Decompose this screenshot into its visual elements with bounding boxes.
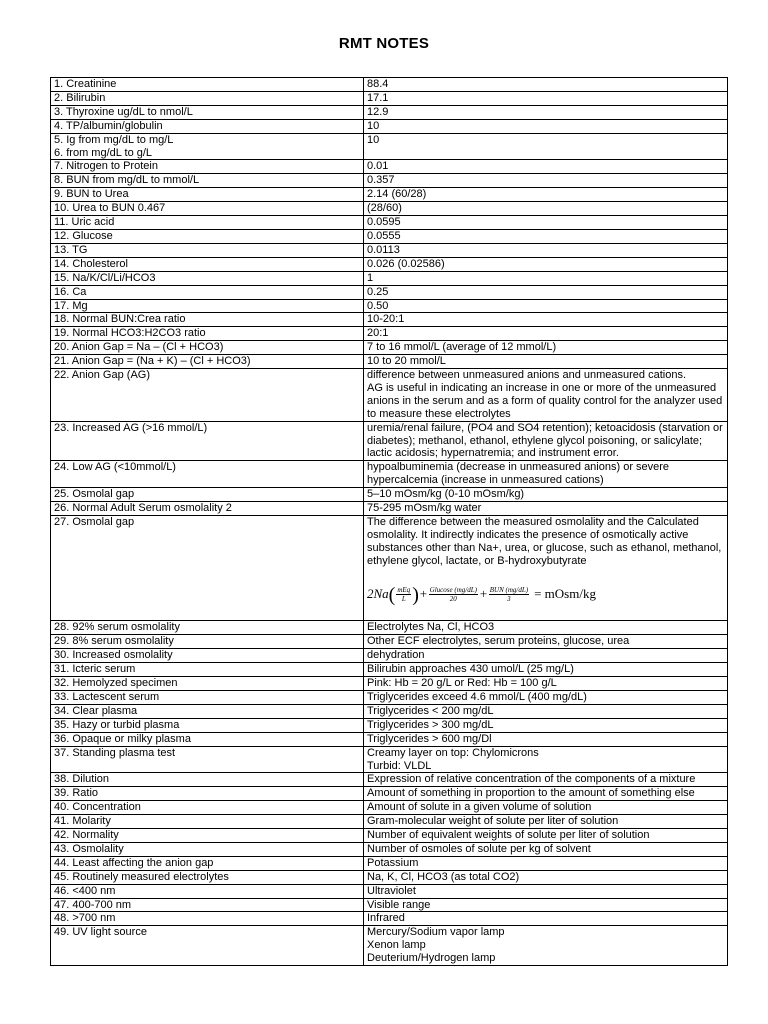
row-label: 2. Bilirubin <box>51 91 364 105</box>
row-value-text: 17.1 <box>367 91 389 104</box>
table-row <box>51 677 728 691</box>
table-row <box>51 369 728 422</box>
formula-glucose-term: $\frac{\text{Glucose (mg/dL)}}{20}$ <box>429 586 477 604</box>
row-value <box>364 502 728 516</box>
row-label: 7. Nitrogen to Protein <box>51 160 364 174</box>
row-value-text: Amount of solute in a given volume of solution <box>367 801 592 814</box>
table-row <box>51 243 728 257</box>
table-row <box>51 78 728 92</box>
osmolality-formula: 2Na ( $\frac{\text{mEq}}{L}$ ) + $\frac{\text{Glucose (mg/dL)}}{20}$ + $\frac{\text{BUN (mg/dL)}}{3}$ = mOsm/kg <box>367 583 596 606</box>
table-row <box>51 815 728 829</box>
formula-term-na: 2Na <box>367 586 389 602</box>
row-value-text: 0.0555 <box>367 229 401 242</box>
row-value <box>364 105 728 119</box>
table-row <box>51 502 728 516</box>
row-value <box>364 355 728 369</box>
row-value-text: 0.0113 <box>367 243 400 256</box>
row-value <box>364 119 728 133</box>
row-value-text: dehydration <box>367 649 425 662</box>
row-label: 13. TG <box>51 243 364 257</box>
formula-bun-term: $\frac{\text{BUN (mg/dL)}}{3}$ <box>489 586 529 604</box>
row-label: 14. Cholesterol <box>51 257 364 271</box>
row-value-text: Infrared <box>367 912 405 925</box>
table-row <box>51 898 728 912</box>
row-value <box>364 243 728 257</box>
row-value-text: Creamy layer on top: Chylomicrons Turbid: VLDL <box>367 746 539 772</box>
row-value-text: 0.0595 <box>367 216 401 229</box>
row-value-text: Triglycerides exceed 4.6 mmol/L (400 mg/dL) <box>367 690 587 703</box>
row-label: 24. Low AG (<10mmol/L) <box>51 461 364 488</box>
row-value <box>364 313 728 327</box>
row-value-text: 10 <box>367 119 380 132</box>
row-value-text: 2.14 (60/28) <box>367 188 427 201</box>
row-value-text: Pink: Hb = 20 g/L or Red: Hb = 100 g/L <box>367 677 557 690</box>
table-row <box>51 801 728 815</box>
row-label: 19. Normal HCO3:H2CO3 ratio <box>51 327 364 341</box>
row-value <box>364 677 728 691</box>
table-row <box>51 635 728 649</box>
row-label: 27. Osmolal gap <box>51 516 364 621</box>
row-value-text: Gram-molecular weight of solute per liter of solution <box>367 815 619 828</box>
row-value <box>364 78 728 92</box>
row-value-text: 20:1 <box>367 327 389 340</box>
row-value-text: 10 <box>367 133 380 146</box>
row-label: 8. BUN from mg/dL to mmol/L <box>51 174 364 188</box>
row-label: 22. Anion Gap (AG) <box>51 369 364 422</box>
row-value <box>364 842 728 856</box>
table-row <box>51 313 728 327</box>
table-row <box>51 299 728 313</box>
row-label: 46. <400 nm <box>51 884 364 898</box>
row-value-text: Triglycerides > 600 mg/Dl <box>367 732 492 745</box>
row-value <box>364 718 728 732</box>
table-row <box>51 773 728 787</box>
table-row <box>51 257 728 271</box>
table-row <box>51 856 728 870</box>
formula-unit-meq-l: $\frac{\text{mEq}}{L}$ <box>397 586 411 604</box>
table-row <box>51 188 728 202</box>
table-row <box>51 884 728 898</box>
row-value-text: Potassium <box>367 856 419 869</box>
formula-plus: + <box>418 586 428 602</box>
row-label: 45. Routinely measured electrolytes <box>51 870 364 884</box>
table-row <box>51 787 728 801</box>
row-value <box>364 649 728 663</box>
row-value-text: Amount of something in proportion to the amount of something else <box>367 787 695 800</box>
row-value <box>364 202 728 216</box>
row-value <box>364 488 728 502</box>
table-row <box>51 690 728 704</box>
row-value-text: uremia/renal failure, (PO4 and SO4 retention); ketoacidosis (starvation or diabetes); methanol, ethanol, ethylene glycol poisoning, or salicylate; lactic acidosis; hypernatremia; and instrument error. <box>367 421 723 460</box>
row-value-text: The difference between the measured osmolality and the Calculated osmolality. It indirectly indicates the presence of osmotically active substances other than Na+, urea, or glucose, such as ethanol, methanol, ethylene glycol, lactate, or B-hydroxybutyrate <box>367 516 722 567</box>
row-value-text: 12.9 <box>367 105 389 118</box>
table-row <box>51 229 728 243</box>
row-value <box>364 341 728 355</box>
table-row <box>51 663 728 677</box>
table-row <box>51 119 728 133</box>
row-label: 40. Concentration <box>51 801 364 815</box>
row-label: 30. Increased osmolality <box>51 649 364 663</box>
table-row <box>51 327 728 341</box>
row-value <box>364 690 728 704</box>
table-row <box>51 271 728 285</box>
row-value <box>364 174 728 188</box>
row-value-text: 0.50 <box>367 299 389 312</box>
row-value-text: 1 <box>367 271 374 284</box>
row-value-text: Other ECF electrolytes, serum proteins, glucose, urea <box>367 635 630 648</box>
row-value <box>364 926 728 966</box>
row-label: 41. Molarity <box>51 815 364 829</box>
row-label: 36. Opaque or milky plasma <box>51 732 364 746</box>
row-label: 47. 400-700 nm <box>51 898 364 912</box>
table-row <box>51 421 728 461</box>
table-row <box>51 160 728 174</box>
table-row <box>51 216 728 230</box>
row-label: 21. Anion Gap = (Na + K) – (Cl + HCO3) <box>51 355 364 369</box>
row-label: 35. Hazy or turbid plasma <box>51 718 364 732</box>
row-label: 43. Osmolality <box>51 842 364 856</box>
row-value <box>364 732 728 746</box>
table-row <box>51 704 728 718</box>
row-value-text: Bilirubin approaches 430 umol/L (25 mg/L) <box>367 663 574 676</box>
row-value-text: 0.01 <box>367 160 389 173</box>
row-value-text: Na, K, Cl, HCO3 (as total CO2) <box>367 870 520 883</box>
table-row <box>51 91 728 105</box>
row-value <box>364 898 728 912</box>
row-label: 38. Dilution <box>51 773 364 787</box>
table-row <box>51 926 728 966</box>
table-row <box>51 461 728 488</box>
row-label: 9. BUN to Urea <box>51 188 364 202</box>
row-value <box>364 271 728 285</box>
row-value <box>364 257 728 271</box>
table-row <box>51 746 728 773</box>
table-row <box>51 732 728 746</box>
row-label: 4. TP/albumin/globulin <box>51 119 364 133</box>
table-row <box>51 829 728 843</box>
row-value <box>364 773 728 787</box>
row-value <box>364 133 728 160</box>
notes-table-body <box>51 78 728 966</box>
row-value <box>364 91 728 105</box>
row-label: 15. Na/K/Cl/Li/HCO3 <box>51 271 364 285</box>
row-label: 33. Lactescent serum <box>51 690 364 704</box>
row-value <box>364 635 728 649</box>
row-label: 12. Glucose <box>51 229 364 243</box>
row-value-text: 10 to 20 mmol/L <box>367 355 446 368</box>
table-row <box>51 133 728 160</box>
table-row <box>51 285 728 299</box>
row-label: 1. Creatinine <box>51 78 364 92</box>
row-label: 44. Least affecting the anion gap <box>51 856 364 870</box>
table-row <box>51 341 728 355</box>
row-value <box>364 369 728 422</box>
row-label: 10. Urea to BUN 0.467 <box>51 202 364 216</box>
table-row <box>51 912 728 926</box>
row-value <box>364 421 728 461</box>
table-row <box>51 355 728 369</box>
row-label: 31. Icteric serum <box>51 663 364 677</box>
row-value <box>364 801 728 815</box>
row-value <box>364 746 728 773</box>
row-label: 20. Anion Gap = Na – (Cl + HCO3) <box>51 341 364 355</box>
row-label: 49. UV light source <box>51 926 364 966</box>
row-value-text: Electrolytes Na, Cl, HCO3 <box>367 621 495 634</box>
row-value-text: (28/60) <box>367 202 402 215</box>
formula-result: = mOsm/kg <box>534 586 596 602</box>
row-label: 42. Normality <box>51 829 364 843</box>
row-value-text: Ultraviolet <box>367 884 416 897</box>
row-value-text: 0.026 (0.02586) <box>367 257 445 270</box>
page-title: RMT NOTES <box>338 35 430 52</box>
row-label: 16. Ca <box>51 285 364 299</box>
table-row <box>51 842 728 856</box>
row-value-text: 10-20:1 <box>367 313 405 326</box>
row-value <box>364 188 728 202</box>
row-value-text: 0.357 <box>367 174 395 187</box>
row-value <box>364 216 728 230</box>
row-label: 34. Clear plasma <box>51 704 364 718</box>
row-value-text: Triglycerides < 200 mg/dL <box>367 704 494 717</box>
row-label: 39. Ratio <box>51 787 364 801</box>
table-row <box>51 202 728 216</box>
row-value-text: 0.25 <box>367 285 389 298</box>
row-label: 3. Thyroxine ug/dL to nmol/L <box>51 105 364 119</box>
row-value <box>364 299 728 313</box>
row-value <box>364 516 728 621</box>
table-row <box>51 621 728 635</box>
row-value <box>364 829 728 843</box>
table-row <box>51 516 728 621</box>
row-value-text: Number of equivalent weights of solute per liter of solution <box>367 829 650 842</box>
row-value <box>364 787 728 801</box>
row-value <box>364 663 728 677</box>
row-value-text: 5–10 mOsm/kg (0-10 mOsm/kg) <box>367 488 525 501</box>
row-label: 11. Uric acid <box>51 216 364 230</box>
table-row <box>51 174 728 188</box>
table-row <box>51 870 728 884</box>
table-row <box>51 649 728 663</box>
row-label: 28. 92% serum osmolality <box>51 621 364 635</box>
table-row <box>51 718 728 732</box>
row-value <box>364 884 728 898</box>
row-label: 29. 8% serum osmolality <box>51 635 364 649</box>
row-label: 23. Increased AG (>16 mmol/L) <box>51 421 364 461</box>
row-value-text: 75-295 mOsm/kg water <box>367 502 482 515</box>
row-value <box>364 704 728 718</box>
row-value-text: 7 to 16 mmol/L (average of 12 mmol/L) <box>367 341 557 354</box>
row-label: 18. Normal BUN:Crea ratio <box>51 313 364 327</box>
formula-plus-2: + <box>478 586 488 602</box>
row-value <box>364 815 728 829</box>
row-value-text: Visible range <box>367 898 431 911</box>
row-label: 17. Mg <box>51 299 364 313</box>
row-value <box>364 870 728 884</box>
row-value-text: Number of osmoles of solute per kg of solvent <box>367 842 591 855</box>
row-value <box>364 912 728 926</box>
row-label: 48. >700 nm <box>51 912 364 926</box>
row-value <box>364 461 728 488</box>
row-value-text: difference between unmeasured anions and unmeasured cations. AG is useful in indicating an increase in one or more of the unmeasured anions in the serum and as a form of quality control for the analyzer used to measure these electrolytes <box>367 369 723 420</box>
row-value <box>364 856 728 870</box>
row-value-text: Triglycerides > 300 mg/dL <box>367 718 494 731</box>
row-value <box>364 160 728 174</box>
row-value <box>364 285 728 299</box>
row-value <box>364 327 728 341</box>
row-label: 5. Ig from mg/dL to mg/L 6. from mg/dL to g/L <box>51 133 364 160</box>
row-value-text: 88.4 <box>367 78 389 90</box>
row-value <box>364 621 728 635</box>
row-value <box>364 229 728 243</box>
row-label: 32. Hemolyzed specimen <box>51 677 364 691</box>
row-label: 37. Standing plasma test <box>51 746 364 773</box>
table-row <box>51 105 728 119</box>
row-value-text: hypoalbuminemia (decrease in unmeasured anions) or severe hypercalcemia (increase in unmeasured cations) <box>367 461 670 487</box>
table-row <box>51 488 728 502</box>
row-label: 25. Osmolal gap <box>51 488 364 502</box>
row-value-text: Mercury/Sodium vapor lamp Xenon lamp Deuterium/Hydrogen lamp <box>367 926 505 965</box>
notes-table <box>50 77 728 966</box>
row-value-text: Expression of relative concentration of the components of a mixture <box>367 773 696 786</box>
row-label: 26. Normal Adult Serum osmolality 2 <box>51 502 364 516</box>
